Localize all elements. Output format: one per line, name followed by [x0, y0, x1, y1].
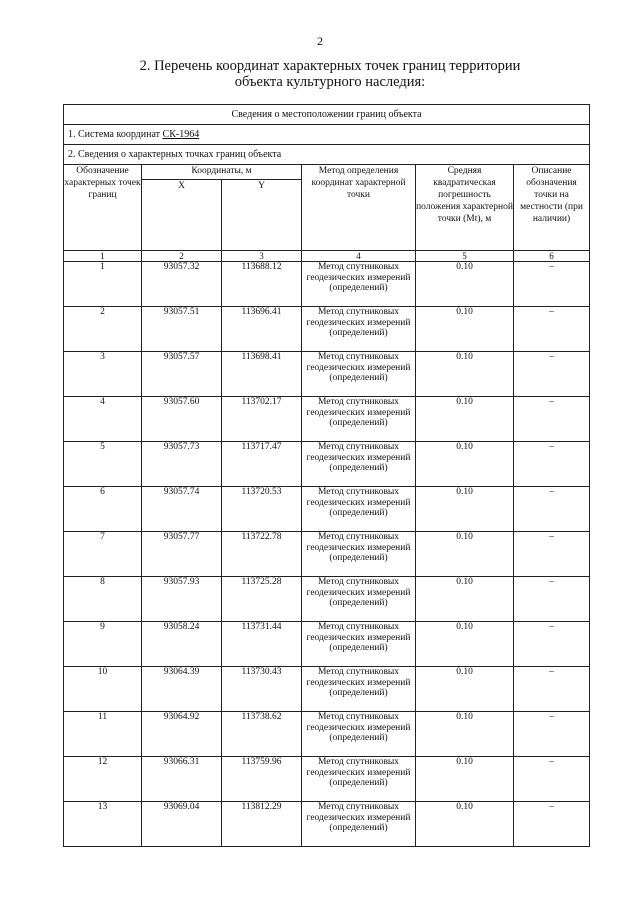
- description-cell-text: –: [549, 802, 554, 812]
- error-cell: [416, 397, 514, 442]
- y-coordinate-cell-text: 113738.62: [241, 712, 282, 722]
- description-cell: [514, 667, 590, 712]
- coordinate-system-value: СК-1964: [162, 129, 200, 140]
- y-coordinate-cell: [222, 622, 302, 667]
- y-coordinate-cell-text: 113702.17: [241, 397, 282, 407]
- error-cell: [416, 712, 514, 757]
- x-coordinate-cell-text: 93057.57: [163, 352, 200, 362]
- description-cell-text: –: [549, 262, 554, 272]
- description-cell-text: –: [549, 757, 554, 767]
- method-cell-text: Метод спутниковых геодезических измерений (определений): [306, 532, 411, 563]
- point-cell: [64, 712, 142, 757]
- point-cell-text: 6: [100, 487, 105, 497]
- method-cell-text: Метод спутниковых геодезических измерений (определений): [306, 442, 411, 473]
- error-cell: [416, 487, 514, 532]
- table-row: [64, 577, 590, 622]
- error-cell-text: 0.10: [456, 802, 473, 812]
- point-cell-text: 7: [100, 532, 105, 542]
- error-cell: [416, 577, 514, 622]
- point-cell: [64, 532, 142, 577]
- x-coordinate-cell-text: 93064.92: [163, 712, 200, 722]
- error-cell-text: 0.10: [456, 667, 473, 677]
- point-cell: [64, 262, 142, 307]
- y-coordinate-cell: [222, 667, 302, 712]
- header-point-designation: Обозначение характерных точек границ: [64, 165, 142, 251]
- column-number: 5: [416, 251, 514, 262]
- table-row: [64, 307, 590, 352]
- column-number: 2: [142, 251, 222, 262]
- error-cell-text: 0.10: [456, 307, 473, 317]
- method-cell: [302, 352, 416, 397]
- error-cell-text: 0.10: [456, 577, 473, 587]
- y-coordinate-cell-text: 113688.12: [241, 262, 282, 272]
- error-cell: [416, 667, 514, 712]
- x-coordinate-cell: [142, 262, 222, 307]
- description-cell: [514, 442, 590, 487]
- y-coordinate-cell: [222, 262, 302, 307]
- method-cell: [302, 622, 416, 667]
- column-number: 6: [514, 251, 590, 262]
- method-cell-text: Метод спутниковых геодезических измерений (определений): [306, 757, 411, 788]
- y-coordinate-cell-text: 113720.53: [241, 487, 282, 497]
- y-coordinate-cell: [222, 532, 302, 577]
- x-coordinate-cell: [142, 397, 222, 442]
- method-cell-text: Метод спутниковых геодезических измерений (определений): [306, 802, 411, 833]
- table-row: [64, 442, 590, 487]
- method-cell: [302, 532, 416, 577]
- error-cell: [416, 532, 514, 577]
- x-coordinate-cell-text: 93066.31: [163, 757, 200, 767]
- y-coordinate-cell: [222, 487, 302, 532]
- description-cell-text: –: [549, 397, 554, 407]
- method-cell-text: Метод спутниковых геодезических измерений (определений): [306, 622, 411, 653]
- method-cell: [302, 307, 416, 352]
- y-coordinate-cell-text: 113812.29: [241, 802, 282, 812]
- table-caption: Сведения о местоположении границ объекта: [64, 105, 590, 125]
- y-coordinate-cell-text: 113698.41: [241, 352, 282, 362]
- y-coordinate-cell: [222, 577, 302, 622]
- table-row: [64, 712, 590, 757]
- column-number: 1: [64, 251, 142, 262]
- coordinate-system-label: 1. Система координат: [68, 129, 163, 140]
- x-coordinate-cell-text: 93057.60: [163, 397, 200, 407]
- description-cell-text: –: [549, 307, 554, 317]
- y-coordinate-cell: [222, 307, 302, 352]
- error-cell-text: 0.10: [456, 757, 473, 767]
- point-cell: [64, 622, 142, 667]
- error-cell: [416, 307, 514, 352]
- title-line-1: 2. Перечень координат характерных точек границ территории: [139, 58, 521, 74]
- point-cell-text: 5: [100, 442, 105, 452]
- point-cell: [64, 487, 142, 532]
- point-cell-text: 1: [100, 262, 105, 272]
- description-cell-text: –: [549, 442, 554, 452]
- column-number: 4: [302, 251, 416, 262]
- point-cell-text: 8: [100, 577, 105, 587]
- error-cell: [416, 622, 514, 667]
- points-section-row: 2. Сведения о характерных точках границ объекта: [64, 145, 590, 165]
- x-coordinate-cell: [142, 802, 222, 847]
- method-cell-text: Метод спутниковых геодезических измерений (определений): [306, 487, 411, 518]
- error-cell-text: 0.10: [456, 397, 473, 407]
- description-cell: [514, 712, 590, 757]
- description-cell: [514, 532, 590, 577]
- description-cell: [514, 307, 590, 352]
- table-row: [64, 352, 590, 397]
- point-cell-text: 10: [97, 667, 108, 677]
- error-cell-text: 0.10: [456, 712, 473, 722]
- table-row: [64, 487, 590, 532]
- description-cell-text: –: [549, 712, 554, 722]
- page-number: 2: [317, 34, 323, 48]
- y-coordinate-cell: [222, 802, 302, 847]
- header-error: Средняя квадратическая погрешность положения характерной точки (Mt), м: [416, 165, 514, 251]
- header-y: Y: [222, 180, 302, 251]
- point-cell: [64, 397, 142, 442]
- x-coordinate-cell-text: 93057.73: [163, 442, 200, 452]
- column-numbers-row: [64, 251, 590, 262]
- method-cell-text: Метод спутниковых геодезических измерений (определений): [306, 577, 411, 608]
- x-coordinate-cell: [142, 712, 222, 757]
- description-cell: [514, 487, 590, 532]
- point-cell-text: 11: [97, 712, 108, 722]
- method-cell: [302, 802, 416, 847]
- description-cell: [514, 262, 590, 307]
- y-coordinate-cell: [222, 712, 302, 757]
- y-coordinate-cell-text: 113759.96: [241, 757, 282, 767]
- table-row: [64, 397, 590, 442]
- error-cell: [416, 757, 514, 802]
- method-cell: [302, 442, 416, 487]
- header-coordinates: Координаты, м: [142, 165, 302, 180]
- point-cell: [64, 667, 142, 712]
- x-coordinate-cell: [142, 622, 222, 667]
- point-cell: [64, 442, 142, 487]
- method-cell-text: Метод спутниковых геодезических измерений (определений): [306, 712, 411, 743]
- error-cell-text: 0.10: [456, 262, 473, 272]
- coordinate-system-row: [64, 125, 590, 145]
- y-coordinate-cell: [222, 757, 302, 802]
- description-cell-text: –: [549, 622, 554, 632]
- method-cell: [302, 667, 416, 712]
- method-cell: [302, 262, 416, 307]
- description-cell: [514, 397, 590, 442]
- x-coordinate-cell-text: 93057.74: [163, 487, 200, 497]
- point-cell: [64, 802, 142, 847]
- point-cell-text: 13: [97, 802, 108, 812]
- coordinates-table: [63, 104, 590, 847]
- method-cell-text: Метод спутниковых геодезических измерений (определений): [306, 667, 411, 698]
- x-coordinate-cell: [142, 487, 222, 532]
- method-cell: [302, 487, 416, 532]
- description-cell: [514, 622, 590, 667]
- x-coordinate-cell: [142, 307, 222, 352]
- document-title: [90, 58, 570, 90]
- y-coordinate-cell-text: 113717.47: [241, 442, 282, 452]
- point-cell-text: 4: [100, 397, 105, 407]
- method-cell-text: Метод спутниковых геодезических измерений (определений): [306, 397, 411, 428]
- error-cell: [416, 262, 514, 307]
- description-cell-text: –: [549, 487, 554, 497]
- x-coordinate-cell: [142, 757, 222, 802]
- error-cell: [416, 802, 514, 847]
- header-method: Метод определения координат характерной точки: [302, 165, 416, 251]
- y-coordinate-cell-text: 113731.44: [241, 622, 282, 632]
- header-x: X: [142, 180, 222, 251]
- method-cell: [302, 757, 416, 802]
- point-cell-text: 12: [97, 757, 108, 767]
- method-cell: [302, 577, 416, 622]
- point-cell-text: 3: [100, 352, 105, 362]
- table-row: [64, 802, 590, 847]
- description-cell-text: –: [549, 352, 554, 362]
- description-cell: [514, 577, 590, 622]
- description-cell: [514, 757, 590, 802]
- description-cell: [514, 352, 590, 397]
- column-number: 3: [222, 251, 302, 262]
- error-cell-text: 0.10: [456, 487, 473, 497]
- x-coordinate-cell: [142, 442, 222, 487]
- y-coordinate-cell: [222, 442, 302, 487]
- description-cell-text: –: [549, 532, 554, 542]
- y-coordinate-cell-text: 113722.78: [241, 532, 282, 542]
- error-cell: [416, 352, 514, 397]
- point-cell-text: 9: [100, 622, 105, 632]
- point-cell-text: 2: [100, 307, 105, 317]
- y-coordinate-cell: [222, 352, 302, 397]
- x-coordinate-cell: [142, 532, 222, 577]
- header-description: Описание обозначения точки на местности (при наличии): [514, 165, 590, 251]
- x-coordinate-cell: [142, 667, 222, 712]
- error-cell-text: 0.10: [456, 532, 473, 542]
- table-row: [64, 757, 590, 802]
- method-cell: [302, 397, 416, 442]
- y-coordinate-cell-text: 113696.41: [241, 307, 282, 317]
- x-coordinate-cell-text: 93057.93: [163, 577, 200, 587]
- y-coordinate-cell-text: 113730.43: [241, 667, 282, 677]
- x-coordinate-cell-text: 93057.32: [163, 262, 200, 272]
- title-line-2: объекта культурного наследия:: [234, 74, 426, 90]
- method-cell: [302, 712, 416, 757]
- y-coordinate-cell-text: 113725.28: [241, 577, 282, 587]
- method-cell-text: Метод спутниковых геодезических измерений (определений): [306, 307, 411, 338]
- table-row: [64, 262, 590, 307]
- x-coordinate-cell: [142, 577, 222, 622]
- error-cell-text: 0.10: [456, 442, 473, 452]
- x-coordinate-cell-text: 93057.77: [163, 532, 200, 542]
- x-coordinate-cell: [142, 352, 222, 397]
- x-coordinate-cell-text: 93058.24: [163, 622, 200, 632]
- y-coordinate-cell: [222, 397, 302, 442]
- table-row: [64, 667, 590, 712]
- x-coordinate-cell-text: 93064.39: [163, 667, 200, 677]
- method-cell-text: Метод спутниковых геодезических измерений (определений): [306, 352, 411, 383]
- method-cell-text: Метод спутниковых геодезических измерений (определений): [306, 262, 411, 293]
- error-cell-text: 0.10: [456, 622, 473, 632]
- point-cell: [64, 352, 142, 397]
- description-cell: [514, 802, 590, 847]
- error-cell-text: 0.10: [456, 352, 473, 362]
- x-coordinate-cell-text: 93057.51: [163, 307, 200, 317]
- point-cell: [64, 307, 142, 352]
- point-cell: [64, 577, 142, 622]
- error-cell: [416, 442, 514, 487]
- table-row: [64, 532, 590, 577]
- point-cell: [64, 757, 142, 802]
- table-row: [64, 622, 590, 667]
- description-cell-text: –: [549, 577, 554, 587]
- description-cell-text: –: [549, 667, 554, 677]
- x-coordinate-cell-text: 93069.04: [163, 802, 200, 812]
